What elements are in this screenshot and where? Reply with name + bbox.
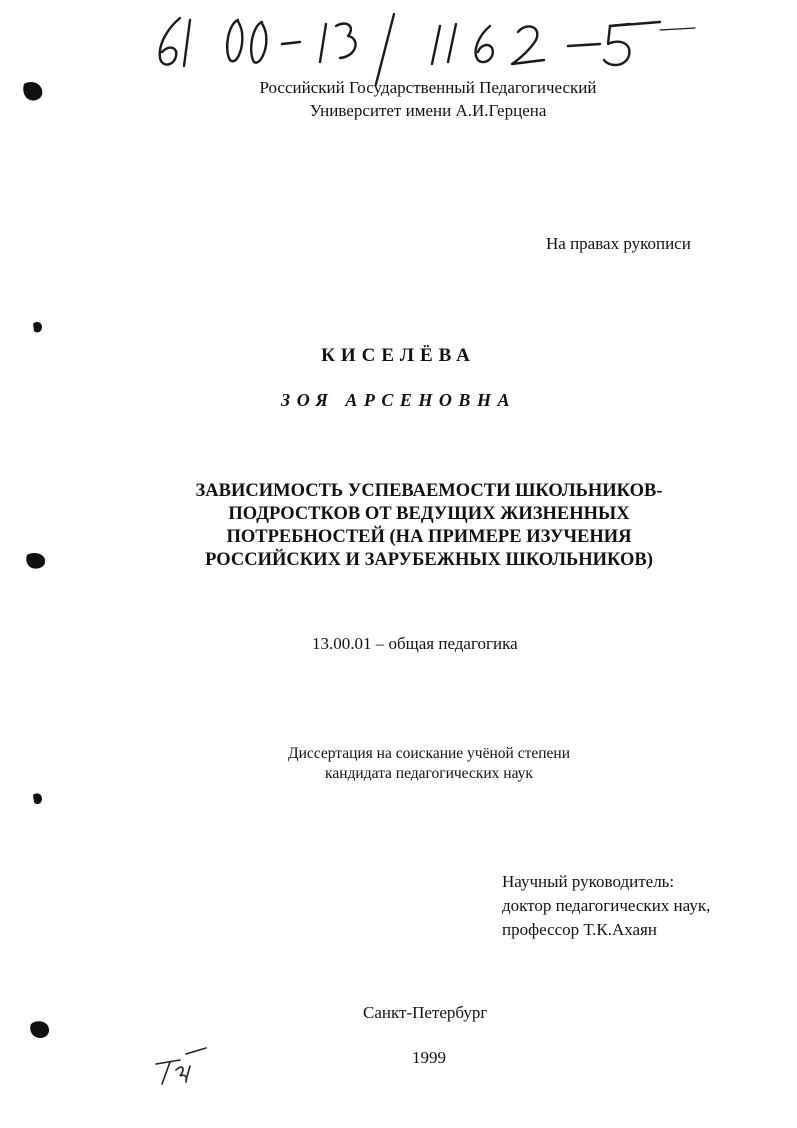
punch-hole-mark [28, 1018, 52, 1042]
punch-hole-mark [20, 78, 46, 104]
punch-hole-mark [24, 550, 48, 572]
rights-note: На правах рукописи [546, 234, 691, 253]
supervisor-degree: доктор педагогических наук, [502, 896, 711, 915]
dissertation-degree-line2: кандидата педагогических наук [325, 765, 533, 782]
supervisor-heading: Научный руководитель: [502, 872, 675, 891]
city: Санкт-Петербург [363, 1003, 488, 1022]
university-name-line2: Университет имени А.И.Герцена [309, 101, 547, 120]
year: 1999 [412, 1048, 446, 1067]
thesis-title-line: ПОТРЕБНОСТЕЙ (НА ПРИМЕРЕ ИЗУЧЕНИЯ [226, 527, 632, 547]
university-name-line1: Российский Государственный Педагогический [259, 78, 597, 97]
punch-hole-mark [30, 790, 46, 808]
handwritten-signature [140, 1040, 220, 1090]
punch-hole-mark [30, 318, 46, 336]
author-given-names: ЗОЯ АРСЕНОВНА [281, 390, 516, 410]
thesis-title-line: ПОДРОСТКОВ ОТ ВЕДУЩИХ ЖИЗНЕННЫХ [228, 504, 630, 524]
specialty-code: 13.00.01 – общая педагогика [312, 634, 518, 653]
thesis-title-line: РОССИЙСКИХ И ЗАРУБЕЖНЫХ ШКОЛЬНИКОВ) [205, 550, 653, 570]
dissertation-degree-line1: Диссертация на соискание учёной степени [288, 745, 570, 762]
thesis-title-line: ЗАВИСИМОСТЬ УСПЕВАЕМОСТИ ШКОЛЬНИКОВ- [195, 481, 663, 501]
supervisor-name: профессор Т.К.Ахаян [502, 920, 657, 939]
author-surname: КИСЕЛЁВА [321, 345, 476, 366]
